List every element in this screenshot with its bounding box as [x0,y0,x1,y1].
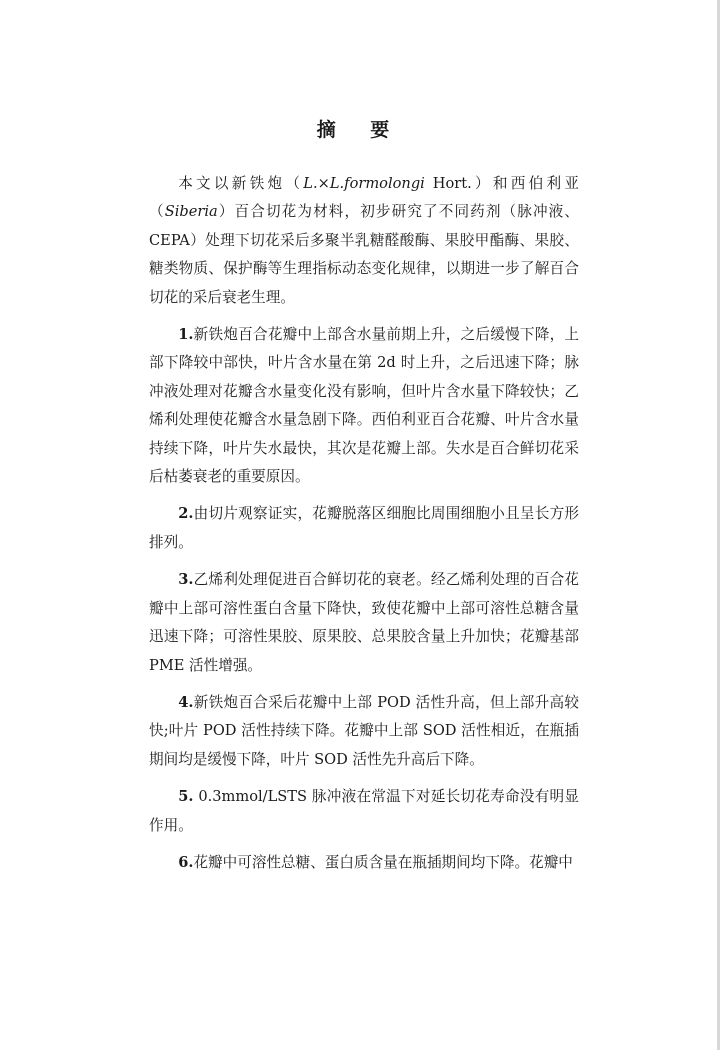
finding-paragraph-3 [149,566,579,680]
species-name-italic: L.×L.formolongi [303,175,425,192]
finding-text: 花瓣中可溶性总糖、蛋白质含量在瓶插期间均下降。花瓣中 [193,853,573,871]
finding-text: 0.3mmol/LSTS 脉冲液在常温下对延长切花寿命没有明显作用。 [149,788,579,834]
finding-text: 由切片观察证实，花瓣脱落区细胞比周围细胞小且呈长方形排列。 [149,505,579,551]
finding-text: 新铁炮百合采后花瓣中上部 POD 活性升高，但上部升高较快;叶片 POD 活性持续下降。花瓣中上部 SOD 活性相近，在瓶插期间均是缓慢下降，叶片 SOD 活性先升高后下降。 [149,693,579,768]
finding-paragraph-6 [149,849,579,877]
finding-number: 2. [178,505,194,523]
page-title: 摘 要 [316,119,404,141]
finding-number: 5. [178,788,194,806]
intro-text-1: 本文以新铁炮（ [178,175,304,192]
abstract-body [149,170,579,886]
intro-text-3: ）百合切花为材料，初步研究了不同药剂（脉冲液、CEPA）处理下切花采后多聚半乳糖醛酸酶、果胶甲酯酶、果胶、糖类物质、保护酶等生理指标动态变化规律，以期进一步了解百合切花的采后衰老生理。 [149,203,579,306]
finding-paragraph-2 [149,500,579,557]
finding-text: 新铁炮百合花瓣中上部含水量前期上升，之后缓慢下降，上部下降较中部快，叶片含水量在第 2d 时上升，之后迅速下降；脉冲液处理对花瓣含水量变化没有影响，但叶片含水量下降较快；乙烯利处理使花瓣含水量急剧下降。西伯利亚百合花瓣、叶片含水量持续下降，叶片失水最快，其次是花瓣上部。失水是百合鲜切花采后枯萎衰老的重要原因。 [149,326,579,486]
finding-number: 3. [178,571,194,589]
intro-paragraph [149,170,579,312]
finding-text: 乙烯利处理促进百合鲜切花的衰老。经乙烯利处理的百合花瓣中上部可溶性蛋白含量下降快，致使花瓣中上部可溶性总糖含量迅速下降；可溶性果胶、原果胶、总果胶含量上升加快；花瓣基部 PME 活性增强。 [149,571,579,674]
finding-paragraph-5 [149,783,579,840]
finding-number: 4. [178,693,194,711]
finding-paragraph-4 [149,689,579,774]
finding-number: 6. [178,853,194,871]
cultivar-name-italic: Siberia [164,203,218,221]
finding-paragraph-1 [149,321,579,491]
intro-text-2: Hort.）和西伯利亚（ [149,175,579,221]
finding-number: 1. [178,326,194,344]
